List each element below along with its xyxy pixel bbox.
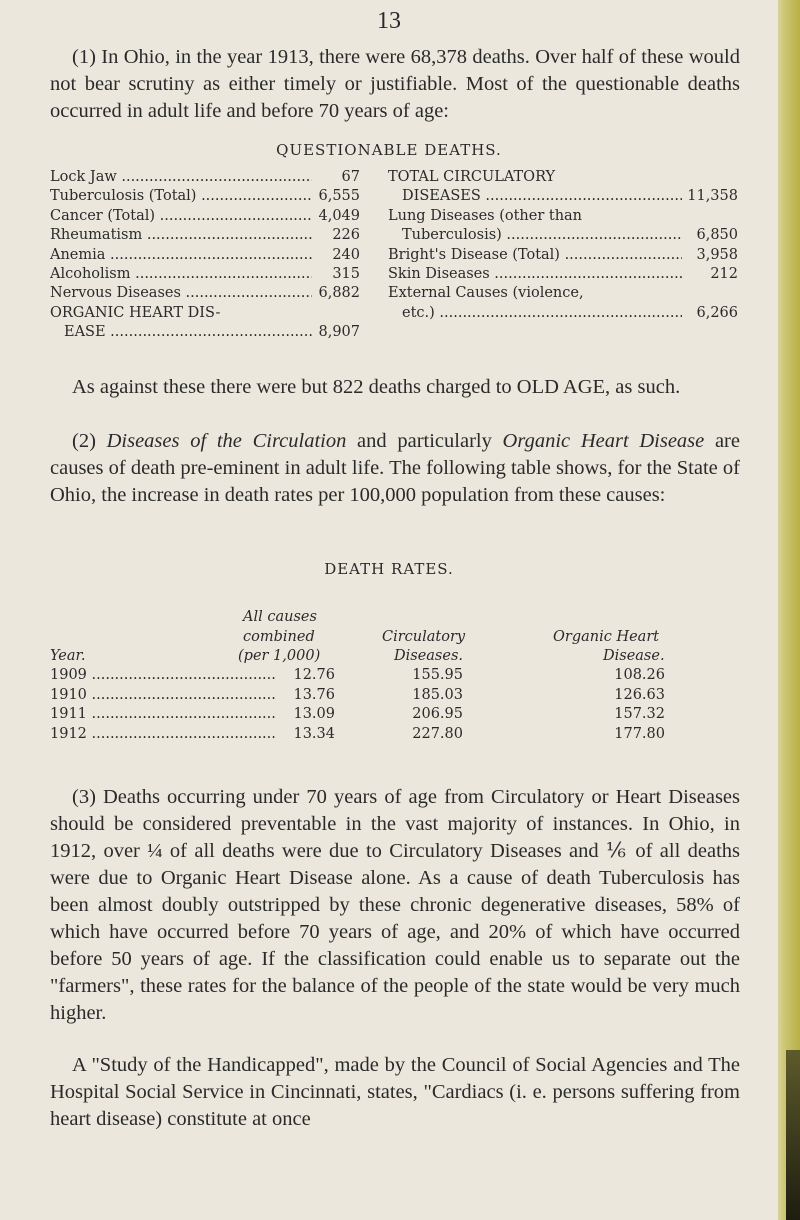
table-row: 1912 ..... 13.34 227.80 177.80	[50, 725, 750, 745]
paragraph-old-age: As against these there were but 822 deaths charged to OLD AGE, as such.	[72, 376, 681, 398]
table-row: 1911 ..... 13.09 206.95 157.32	[50, 705, 750, 725]
table-row: 1909 ..... 12.76 155.95 108.26	[50, 666, 750, 686]
questionable-deaths-left-column	[50, 168, 360, 343]
paragraph-study-handicapped: A "Study of the Handicapped", made by the Council of Social Agencies and The Hospital Social Service in Cincinnati, states, "Cardiacs (i. e. persons suffering from heart disease) constitute at once	[50, 1054, 740, 1130]
list-item: etc.) ..... 6,266	[388, 304, 738, 323]
list-item: Skin Diseases ..... 212	[388, 265, 738, 284]
paragraph-preventable: (3) Deaths occurring under 70 years of age from Circulatory or Heart Diseases should be considered preventable in the vast majority of instances. In Ohio, in 1912, over ¼ of all deaths were due to Circulatory Diseases and ⅙ of all deaths were due to Organic Heart Disease alone. As a cause of death Tuberculosis has been almost doubly outstripped by these chronic degenerative diseases, 58% of which have occurred before 70 years of age, and 20% of which have occurred before 50 years of age. If the classification could enable us to separate out the "farmers", these rates for the balance of the people of the state would be very much higher.	[50, 786, 740, 1024]
list-item: Cancer (Total) ..... 4,049	[50, 207, 360, 226]
paragraph-circulation: (2) Diseases of the Circulation and particularly Organic Heart Disease are causes of death pre-eminent in adult life. The following table shows, for the State of Ohio, the increase in death rates per 100,000 population from these causes:	[50, 430, 740, 506]
list-item: Alcoholism ..... 315	[50, 265, 360, 284]
list-item-continued: Lung Diseases (other than	[388, 207, 583, 224]
list-item: Nervous Diseases ..... 6,882	[50, 284, 360, 303]
list-item: Rheumatism ..... 226	[50, 226, 360, 245]
questionable-deaths-heading: QUESTIONABLE DEATHS.	[276, 141, 502, 159]
list-item-continued: TOTAL CIRCULATORY	[388, 169, 556, 185]
page-edge-shadow	[786, 1050, 800, 1220]
list-item: Tuberculosis (Total) ..... 6,555	[50, 187, 360, 206]
list-item: EASE ..... 8,907	[50, 323, 360, 342]
death-rates-heading: DEATH RATES.	[324, 560, 454, 578]
death-rates-table	[50, 608, 750, 744]
questionable-deaths-right-column	[388, 168, 738, 323]
table-header: Year. All causes combined (per 1,000) Circulatory Diseases. Organic Heart Disease.	[50, 609, 665, 664]
table-row: 1910 ..... 13.76 185.03 126.63	[50, 686, 750, 706]
list-item: Bright's Disease (Total) ..... 3,958	[388, 246, 738, 265]
page-edge	[778, 0, 800, 1220]
list-item-continued: External Causes (violence,	[388, 285, 584, 302]
list-item: Anemia ..... 240	[50, 246, 360, 265]
list-item-continued: ORGANIC HEART DIS-	[50, 304, 221, 321]
list-item: DISEASES ..... 11,358	[388, 187, 738, 206]
page-number: 13	[377, 8, 401, 34]
paragraph-ohio-deaths: (1) In Ohio, in the year 1913, there were 68,378 deaths. Over half of these would not bear scrutiny as either timely or justifiable. Most of the questionable deaths occurred in adult life and before 70 years of age:	[50, 46, 740, 122]
list-item: Lock Jaw ..... 67	[50, 168, 360, 187]
list-item: Tuberculosis) ..... 6,850	[388, 226, 738, 245]
